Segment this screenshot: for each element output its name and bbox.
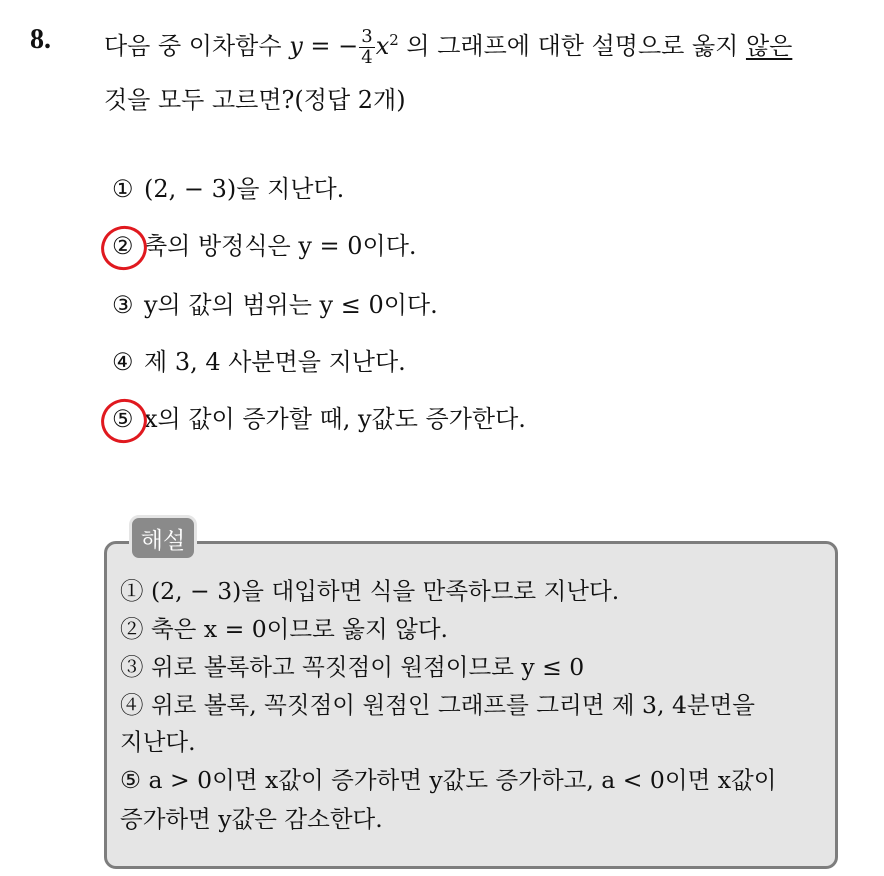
underlined-word: 않은: [745, 32, 793, 60]
choice-4-text: 제 3, 4 사분면을 지난다.: [144, 348, 406, 376]
explanation-line: 지난다.: [120, 728, 196, 756]
var-x: x: [375, 32, 390, 60]
choice-4-number: ④: [112, 348, 134, 376]
choice-5[interactable]: [112, 402, 526, 436]
choice-2[interactable]: [112, 229, 417, 263]
fraction-numerator: 3: [361, 26, 373, 47]
question-text-after: 의 그래프에 대한 설명으로 옳지: [398, 32, 746, 60]
explanation-tag: 해설: [129, 515, 197, 561]
choice-2-text: 축의 방정식은 y = 0이다.: [144, 232, 417, 260]
fraction-denominator: 4: [361, 47, 373, 68]
exponent: 2: [389, 31, 399, 49]
question-text-line-2: 것을 모두 고르면?(정답 2개): [104, 86, 406, 114]
question-text-before: 다음 중 이차함수: [104, 32, 290, 60]
explanation-line: ③ 위로 볼록하고 꼭짓점이 원점이므로 y ≤ 0: [120, 653, 585, 681]
choice-1-number: ①: [112, 175, 134, 203]
explanation-line: ② 축은 x = 0이므로 옳지 않다.: [120, 615, 448, 643]
equals-minus: = −: [302, 32, 359, 60]
choice-4[interactable]: [112, 345, 406, 379]
choice-5-number: ⑤: [112, 405, 134, 433]
choice-3-text: y의 값의 범위는 y ≤ 0이다.: [144, 291, 438, 319]
explanation-line: ① (2, − 3)을 대입하면 식을 만족하므로 지난다.: [120, 577, 620, 605]
choice-2-number: ②: [112, 232, 134, 260]
question-number: 8.: [30, 24, 51, 55]
question-text-line-1: [104, 22, 792, 68]
choice-5-text: x의 값이 증가할 때, y값도 증가한다.: [144, 405, 526, 433]
choice-3[interactable]: [112, 288, 438, 322]
choice-1-text: (2, − 3)을 지난다.: [144, 175, 345, 203]
explanation-line: ④ 위로 볼록, 꼭짓점이 원점인 그래프를 그리면 제 3, 4분면을: [120, 691, 755, 719]
choice-1[interactable]: [112, 172, 344, 206]
choice-3-number: ③: [112, 291, 134, 319]
var-y: y: [289, 32, 303, 60]
explanation-line: ⑤ a > 0이면 x값이 증가하면 y값도 증가하고, a < 0이면 x값이: [120, 766, 777, 794]
fraction: [359, 27, 374, 68]
explanation-line: 증가하면 y값은 감소한다.: [120, 805, 383, 833]
